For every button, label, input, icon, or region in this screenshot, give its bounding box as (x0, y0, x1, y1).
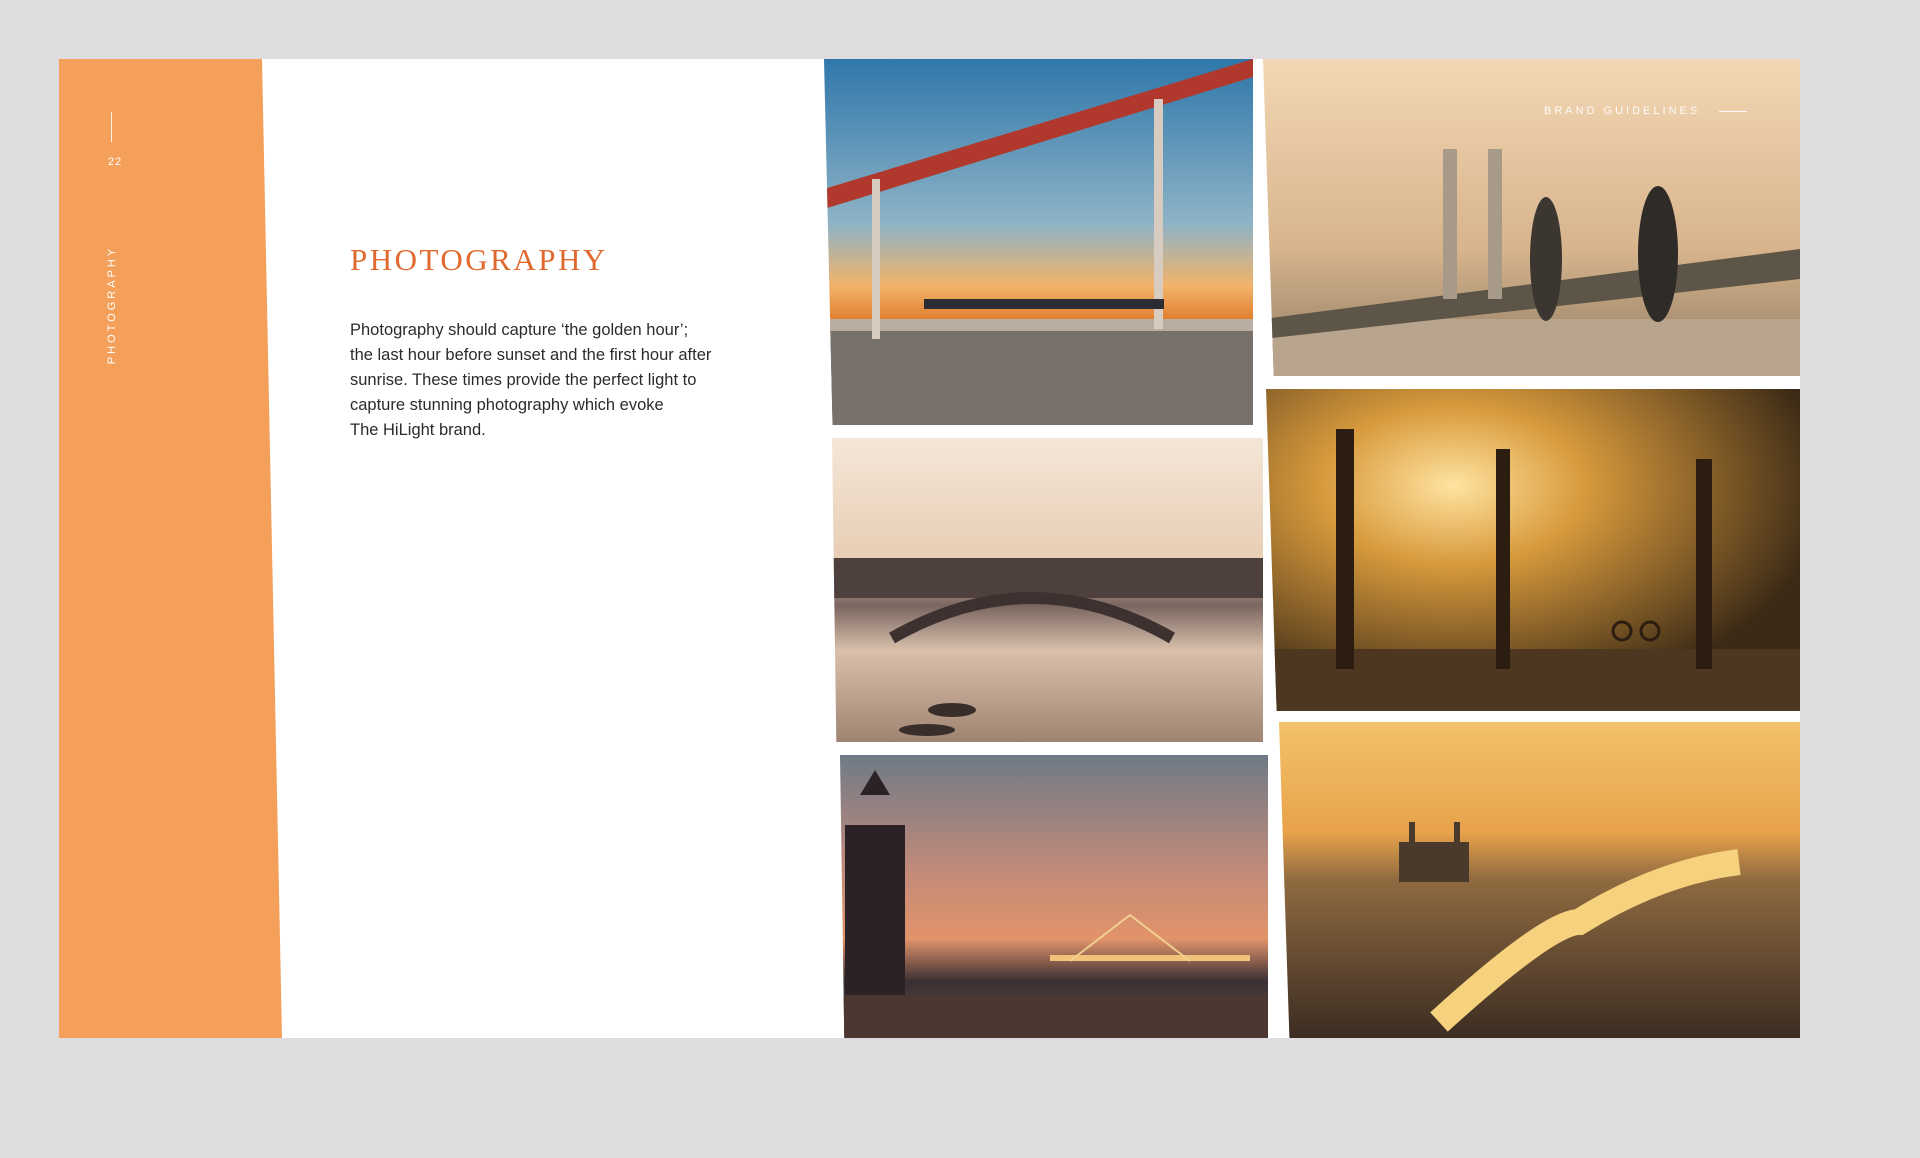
body-line: capture stunning photography which evoke (350, 396, 664, 414)
header-rule (1719, 111, 1747, 112)
photo-bridge-kayaks (832, 438, 1263, 742)
body-line: sunrise. These times provide the perfect light to (350, 371, 697, 389)
photo-trees-cyclist (1266, 389, 1800, 711)
body-line: The HiLight brand. (350, 421, 486, 439)
sidebar-divider (111, 112, 112, 142)
brochure-page (59, 59, 1800, 1038)
photo-runners (1263, 59, 1800, 376)
photo-bridge-dusk (824, 59, 1253, 425)
page-title: PHOTOGRAPHY (350, 242, 608, 277)
body-line: the last hour before sunset and the first hour after (350, 346, 712, 364)
header-label: BRAND GUIDELINES (1544, 105, 1701, 117)
page-number: 22 (107, 156, 123, 168)
body-line: Photography should capture ‘the golden hour’; (350, 321, 689, 339)
body-paragraph (350, 318, 770, 443)
photo-pagoda-bridge (840, 755, 1268, 1038)
sidebar-section-label: PHOTOGRAPHY (106, 245, 118, 365)
photo-city-aerial (1279, 722, 1800, 1038)
